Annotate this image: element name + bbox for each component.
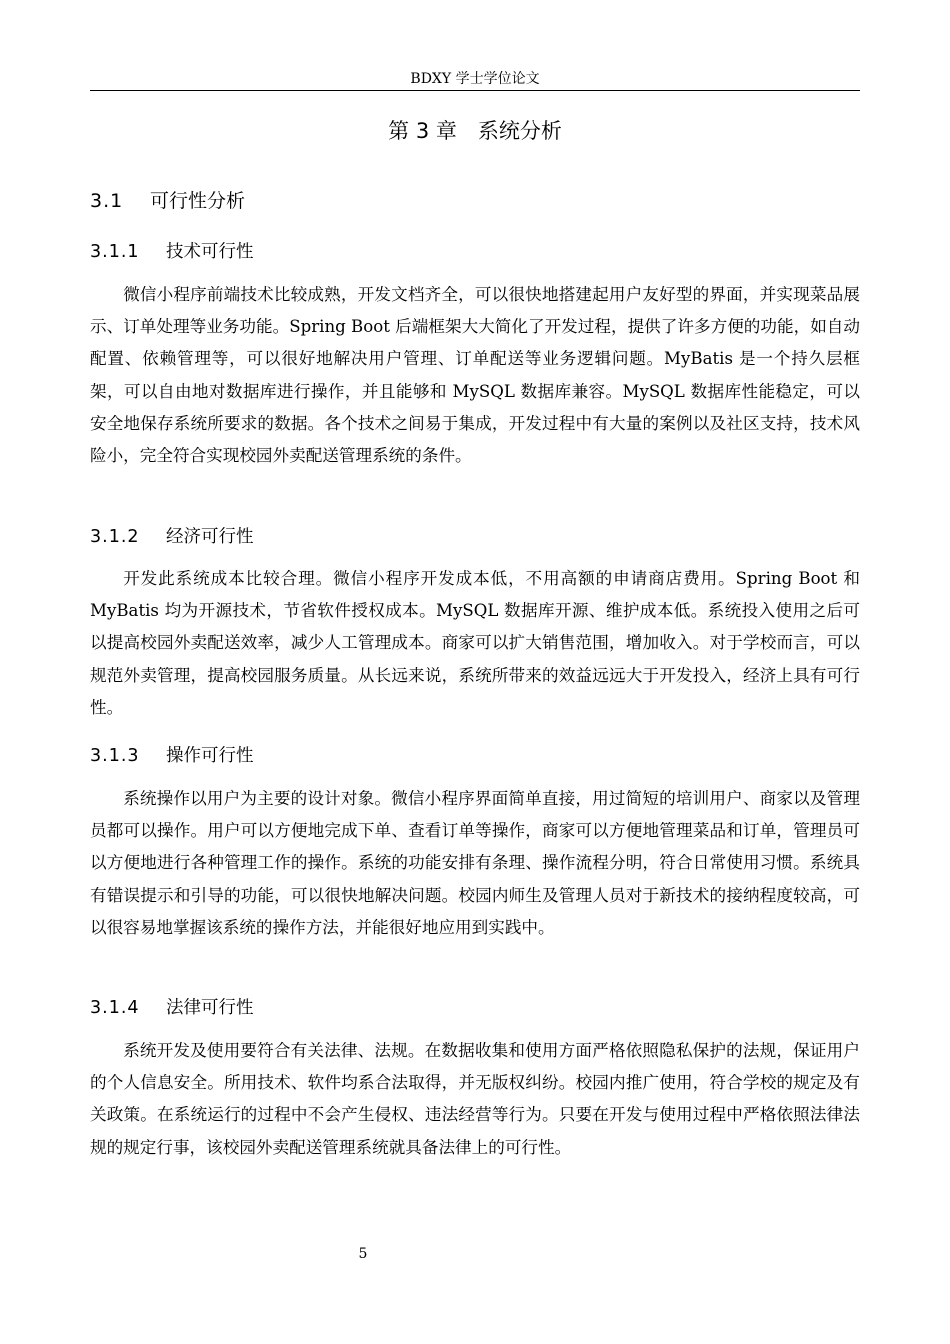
subsection-heading bbox=[90, 525, 254, 549]
running-header: BDXY 学士学位论文 bbox=[410, 71, 540, 87]
subsection-number: 3.1.3 bbox=[90, 746, 140, 766]
body-paragraph: 开发此系统成本比较合理。微信小程序开发成本低，不用高额的申请商店费用。Spring Boot 和 MyBatis 均为开源技术，节省软件授权成本。MySQL 数据库开源、维护成本低。系统投入使用之后可以提高校园外卖配送效率，减少人工管理成本。商家可以扩大销售范围，增加收入。对于学校而言，可以规范外卖管理，提高校园服务质量。从长远来说，系统所带来的效益远远大于开发投入，经济上具有可行性。 bbox=[90, 569, 860, 717]
subsection-title: 操作可行性 bbox=[166, 746, 254, 766]
subsection-heading bbox=[90, 996, 254, 1020]
page-number: 5 bbox=[358, 1246, 368, 1262]
subsection-title: 经济可行性 bbox=[166, 527, 254, 547]
body-paragraph: 系统操作以用户为主要的设计对象。微信小程序界面简单直接，用过简短的培训用户、商家以及管理员都可以操作。用户可以方便地完成下单、查看订单等操作，商家可以方便地管理菜品和订单，管理员可以方便地进行各种管理工作的操作。系统的功能安排有条理、操作流程分明，符合日常使用习惯。系统具有错误提示和引导的功能，可以很快地解决问题。校园内师生及管理人员对于新技术的接纳程度较高，可以很容易地掌握该系统的操作方法，并能很好地应用到实践中。 bbox=[90, 789, 860, 937]
chapter-title: 第 3 章 系统分析 bbox=[388, 119, 562, 143]
subsection-heading bbox=[90, 240, 254, 264]
section-title: 可行性分析 bbox=[150, 190, 246, 212]
subsection-number: 3.1.4 bbox=[90, 998, 140, 1018]
body-paragraph: 微信小程序前端技术比较成熟，开发文档齐全，可以很快地搭建起用户友好型的界面，并实现菜品展示、订单处理等业务功能。Spring Boot 后端框架大大简化了开发过程，提供了许多方便的功能，如自动配置、依赖管理等，可以很好地解决用户管理、订单配送等业务逻辑问题。MyBatis 是一个持久层框架，可以自由地对数据库进行操作，并且能够和 MySQL 数据库兼容。MySQL 数据库性能稳定，可以安全地保存系统所要求的数据。各个技术之间易于集成，开发过程中有大量的案例以及社区支持，技术风险小，完全符合实现校园外卖配送管理系统的条件。 bbox=[90, 285, 860, 466]
section-number: 3.1 bbox=[90, 190, 124, 212]
subsection-title: 法律可行性 bbox=[166, 998, 254, 1018]
header-rule bbox=[90, 90, 860, 91]
subsection-title: 技术可行性 bbox=[166, 242, 254, 262]
body-paragraph: 系统开发及使用要符合有关法律、法规。在数据收集和使用方面严格依照隐私保护的法规，保证用户的个人信息安全。所用技术、软件均系合法取得，并无版权纠纷。校园内推广使用，符合学校的规定及有关政策。在系统运行的过程中不会产生侵权、违法经营等行为。只要在开发与使用过程中严格依照法律法规的规定行事，该校园外卖配送管理系统就具备法律上的可行性。 bbox=[90, 1041, 860, 1157]
subsection-heading bbox=[90, 744, 254, 768]
section-heading bbox=[90, 188, 245, 214]
subsection-number: 3.1.2 bbox=[90, 527, 140, 547]
subsection-number: 3.1.1 bbox=[90, 242, 140, 262]
